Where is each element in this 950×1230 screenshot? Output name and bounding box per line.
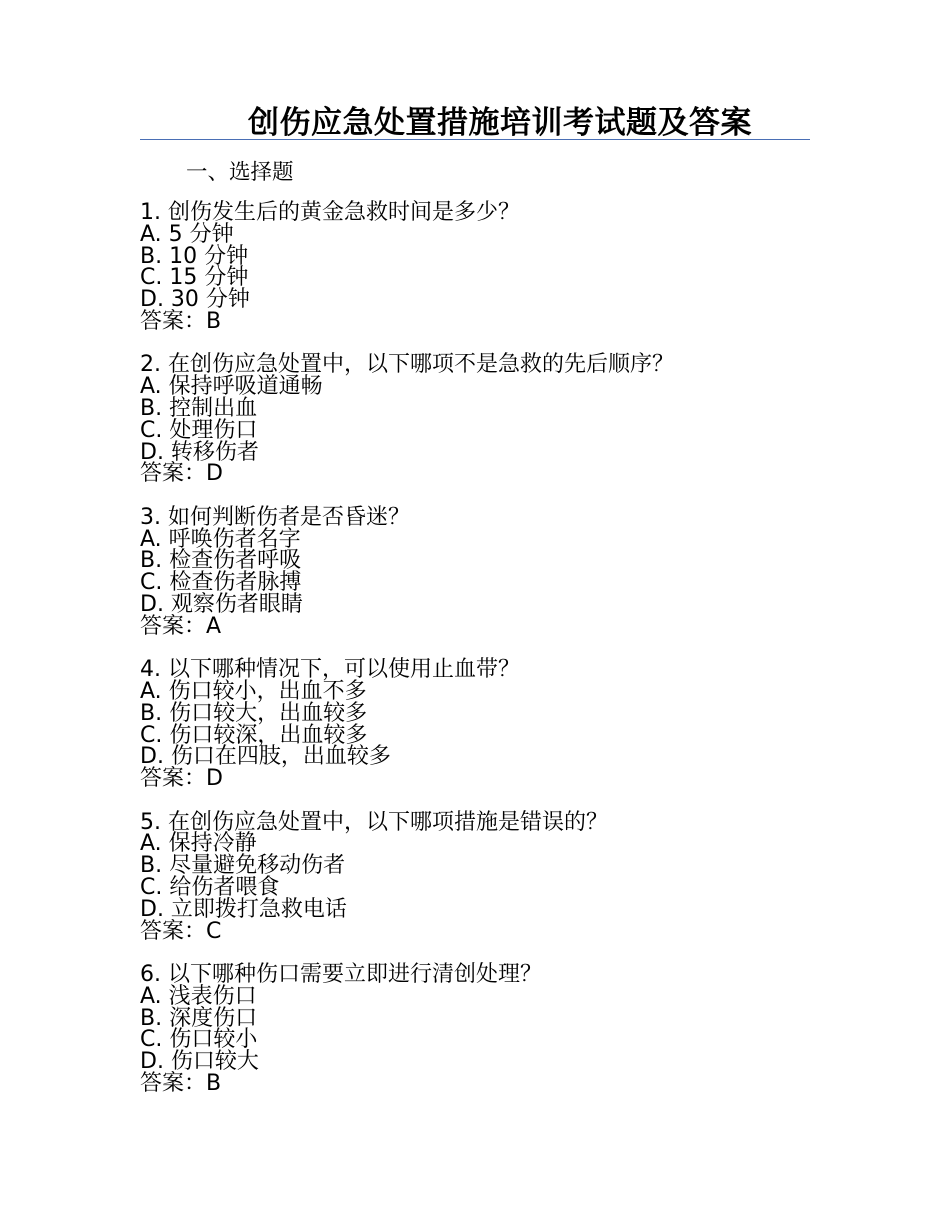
option-a: A. 保持呼吸道通畅 xyxy=(140,374,323,400)
option-b: B. 尽量避免移动伤者 xyxy=(140,853,346,879)
title-underline xyxy=(140,139,810,140)
question-stem: 1. 创伤发生后的黄金急救时间是多少？ xyxy=(140,200,520,225)
answer: 答案：B xyxy=(140,1070,222,1096)
option-d: D. 立即拨打急救电话 xyxy=(140,896,347,922)
option-c: C. 检查伤者脉搏 xyxy=(140,570,302,596)
option-d: D. 伤口在四肢，出血较多 xyxy=(140,744,391,770)
option-b: B. 伤口较大，出血较多 xyxy=(140,700,368,726)
option-a: A. 浅表伤口 xyxy=(140,983,257,1009)
question-stem: 2. 在创伤应急处置中，以下哪项不是急救的先后顺序？ xyxy=(140,352,674,378)
question-6 xyxy=(140,961,820,1116)
option-b: B. 控制出血 xyxy=(140,395,258,421)
option-c: C. 15 分钟 xyxy=(140,265,249,291)
question-4 xyxy=(140,659,820,811)
option-b: B. 深度伤口 xyxy=(140,1005,258,1031)
option-d: D. 转移伤者 xyxy=(140,439,259,465)
answer: 答案：B xyxy=(140,308,222,334)
option-b: B. 检查伤者呼吸 xyxy=(140,548,302,574)
question-1 xyxy=(140,202,820,354)
question-stem: 5. 在创伤应急处置中，以下哪项措施是错误的？ xyxy=(140,809,608,835)
option-d: D. 观察伤者眼睛 xyxy=(140,591,303,617)
option-b: B. 10 分钟 xyxy=(140,243,249,269)
option-a: A. 伤口较小，出血不多 xyxy=(140,678,367,704)
document-title: 创伤应急处置措施培训考试题及答案 xyxy=(248,105,752,141)
answer: 答案：C xyxy=(140,918,222,944)
answer: 答案：A xyxy=(140,613,222,639)
option-a: A. 5 分钟 xyxy=(140,221,234,247)
question-2 xyxy=(140,354,820,506)
option-c: C. 给伤者喂食 xyxy=(140,874,280,900)
section-heading: 一、选择题 xyxy=(186,160,294,185)
option-a: A. 呼唤伤者名字 xyxy=(140,526,301,552)
option-d: D. 伤口较大 xyxy=(140,1049,259,1075)
option-c: C. 处理伤口 xyxy=(140,417,258,443)
question-5 xyxy=(140,809,820,964)
option-a: A. 保持冷静 xyxy=(140,831,257,857)
option-c: C. 伤口较深，出血较多 xyxy=(140,722,368,748)
question-stem: 3. 如何判断伤者是否昏迷？ xyxy=(140,504,410,530)
option-d: D. 30 分钟 xyxy=(140,287,250,313)
answer: 答案：D xyxy=(140,461,223,487)
question-stem: 4. 以下哪种情况下，可以使用止血带？ xyxy=(140,657,520,683)
option-c: C. 伤口较小 xyxy=(140,1027,258,1053)
answer: 答案：D xyxy=(140,766,223,792)
question-stem: 6. 以下哪种伤口需要立即进行清创处理？ xyxy=(140,961,542,987)
question-list xyxy=(140,202,820,1116)
question-3 xyxy=(140,504,820,659)
